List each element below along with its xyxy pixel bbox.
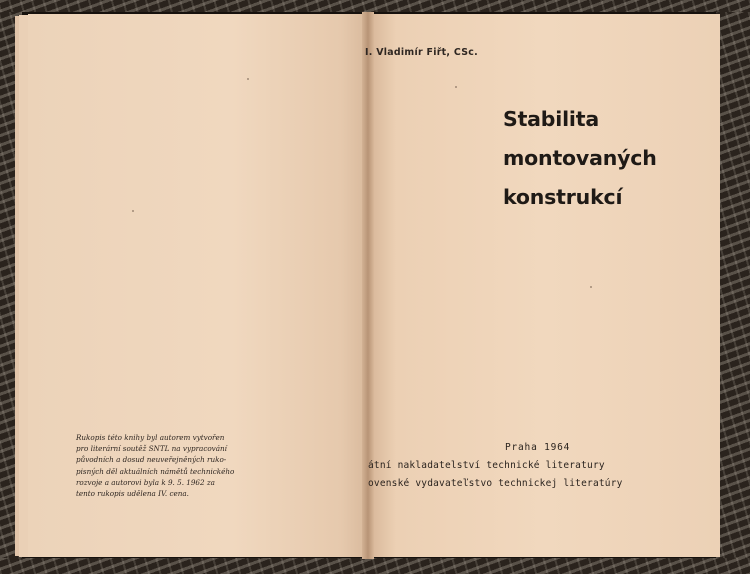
manuscript-note: Rukopis této knihy byl autorem vytvořen pro literární soutěž SNTL na vypracování původních a dosud neuveřejněných ruko- pisných děl aktuálních námětů technického rozvoje a autorovi byla k 9. 5. 1962 za tento rukopis udělena IV. cena.: [76, 433, 235, 499]
paper-speck: [590, 286, 592, 288]
book-title-line-1: Stabilita: [503, 107, 599, 131]
book-cover-top-edge: [0, 0, 750, 12]
book-title-line-3: konstrukcí: [503, 185, 623, 209]
paper-speck: [455, 86, 457, 88]
publisher-slovak: ovenské vydavateľstvo technickej literatúry: [368, 478, 623, 489]
book-title-line-2: montovaných: [503, 146, 657, 170]
book-cover-right-edge: [716, 0, 750, 574]
book-gutter: [362, 12, 374, 559]
paper-speck: [132, 210, 134, 212]
paper-speck: [247, 78, 249, 80]
right-page: [368, 14, 720, 557]
book-cover-bottom-edge: [0, 558, 750, 574]
author-name: I. Vladimír Fiřt, CSc.: [365, 47, 478, 58]
publisher-czech: átní nakladatelství technické literatury: [368, 460, 605, 471]
place-year: Praha 1964: [505, 442, 571, 453]
